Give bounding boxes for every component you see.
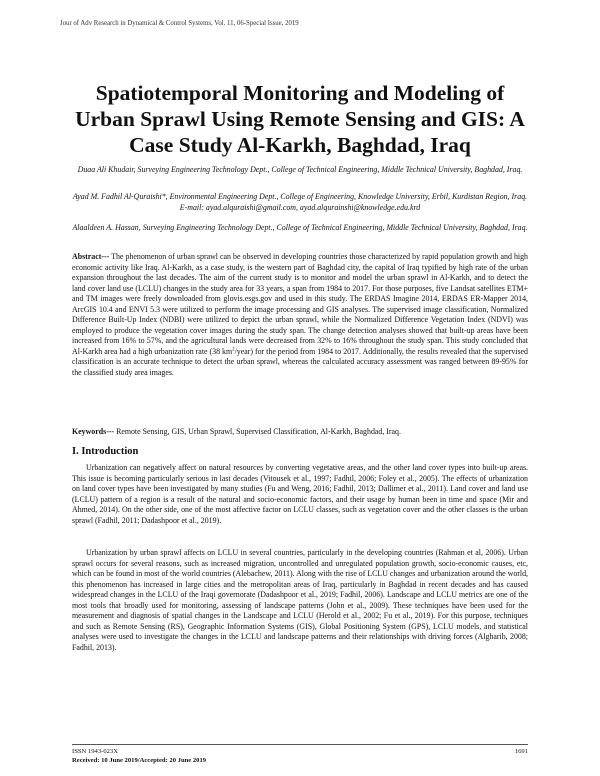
body-paragraph-1: Urbanization can negatively affect on natural resources by converting vegetative areas, and the other land cover types into built-up areas. This issue is becoming particularly serious in last decades (Vitousek et al., 1997; Fadhil, 2006; Foley et al., 2005). The effects of urbanization on land cover types have been investigated by many studies (Fu and Weng, 2016; Fadhil, 2013; Dallimer et al., 2011). Land cover and land use (LCLU) pattern of a region is a result of the natural and socio-economic factors, and their usage by human been in time and space (Mir and Ahmed, 2014). On the other side, one of the most affective factor on LCLU classes, such as vegetation cover and the other classes is the urban sprawl (Fadhil, 2011; Dadashpoor et al., 2019). <box>72 463 528 525</box>
running-head: Jour of Adv Research in Dynamical & Control Systems, Vol. 11, 06-Special Issue, 2019 <box>60 20 299 27</box>
footer-received: Received: 10 June 2019/Accepted: 20 June 2019 <box>72 757 207 764</box>
footer-left <box>72 747 206 765</box>
section-heading-introduction: I. Introduction <box>72 446 139 457</box>
footer-divider <box>72 744 528 745</box>
keywords-label: Keywords--- <box>72 427 115 436</box>
author-affiliation-1: Duaa Ali Khudair, Surveying Engineering Technology Dept., College of Technical Engineering, Middle Technical University, Baghdad, Iraq. <box>77 165 523 174</box>
author-affiliation-3: Alaaldeen A. Hassan, Surveying Engineering Technology Dept., College of Technical Engineering, Middle Technical University, Baghdad, Iraq. <box>72 223 528 232</box>
keywords-text: Remote Sensing, GIS, Urban Sprawl, Supervised Classification, Al-Karkh, Baghdad, Iraq. <box>116 427 401 436</box>
abstract <box>72 252 528 379</box>
footer-issn: ISSN 1943-023X <box>72 748 118 755</box>
abstract-label: Abstract--- <box>72 252 110 261</box>
paper-title: Spatiotemporal Monitoring and Modeling of Urban Sprawl Using Remote Sensing and GIS: A Case Study Al-Karkh, Baghdad, Iraq <box>75 81 525 157</box>
abstract-superscript: 2 <box>232 347 235 353</box>
body-paragraph-2: Urbanization by urban sprawl affects on LCLU in several countries, particularly in the developing countries (Rahman et al, 2006). Urban sprawl occurs for several reasons, such as increased migration, uncontrolled and unregulated population growth, socio-economic causes, etc, which can be found in most of the world countries (Alebachew, 2011). Along with the rise of LCLU changes and urbanization around the world, this phenomenon has increased in large cities and the metropolitan areas of Iraq, particularly in Baghdad in recent decades and has caused widespread changes in the LCLU of the Iraqi governorate (Dadashpoor et al., 2019; Fadhil, 2006). Landscape and LCLU metrics are one of the most tools that broadly used for monitoring, assessing of landscape patterns (John et al., 2009). These techniques have been used for the measurement and diagnosis of spatial changes in the Landscape and LCLU (Herold et al., 2002; Fu et al., 2019). For this purpose, techniques and such as Remote Sensing (RS), Geographic Information Systems (GIS), Global Positioning System (GPS), LCLU models, and statistical analyses were used to investigate the changes in the LCLU and landscape patterns and their relationships with driving forces (Algharib, 2008; Fadhil, 2013). <box>72 548 528 652</box>
abstract-text: The phenomenon of urban sprawl can be observed in developing countries those characterized by rapid population growth and high economic activity like Iraq. Al-Karkh, as a case study, is the western part of Baghdad city, the capital of Iraq typified by high rate of the urban expansion throughout the last decades. The aim of the current study is to monitor and model the urban sprawl in Al-Karkh, and to detect the land cover land use (LCLU) changes in the study area for 33 years, a span from 1984 to 2017. For those purposes, five Landsat satellites ETM+ and TM images were freely downloaded from glovis.esgs.gov and used in this study. The ERDAS Imagine 2014, ERDAS ER-Mapper 2014, ArcGIS 10.4 and ENVI 5.3 were utilized to perform the image processing and GIS analyses. The supervised image classification, Normalized Difference Built-Up Index (NDBI) were utilized to depict the urban sprawl, while the Normalized Difference Vegetation Index (NDVI) was employed to produce the vegetation cover images during the study span. The change detection analyses showed that built-up areas have been increased from 16% to 57%, and the agricultural lands were decreased from 32% to 16% throughout the study span. This study concluded that Al-Karkh area had a high urbanization rate (38 km <box>72 252 528 356</box>
abstract-text-end: /year) for the period from 1984 to 2017. Additionally, the results revealed that the supervised classification is an accurate technique to detect the urban sprawl, whereas the calculated accuracy assessment was ranged between 89-95% for the classified study area images. <box>72 346 528 378</box>
keywords <box>72 427 528 438</box>
author-affiliation-2: Ayad M. Fadhil Al-Quraishi*, Environmental Engineering Dept., College of Engineering, Knowledge University, Erbil, Kurdistan Region, Iraq. E-mail: ayad.alquraishi@gmail.com, ayad.alqurainshi@knowledge.edu.krd <box>72 192 528 212</box>
footer-page-number: 1691 <box>514 748 528 755</box>
